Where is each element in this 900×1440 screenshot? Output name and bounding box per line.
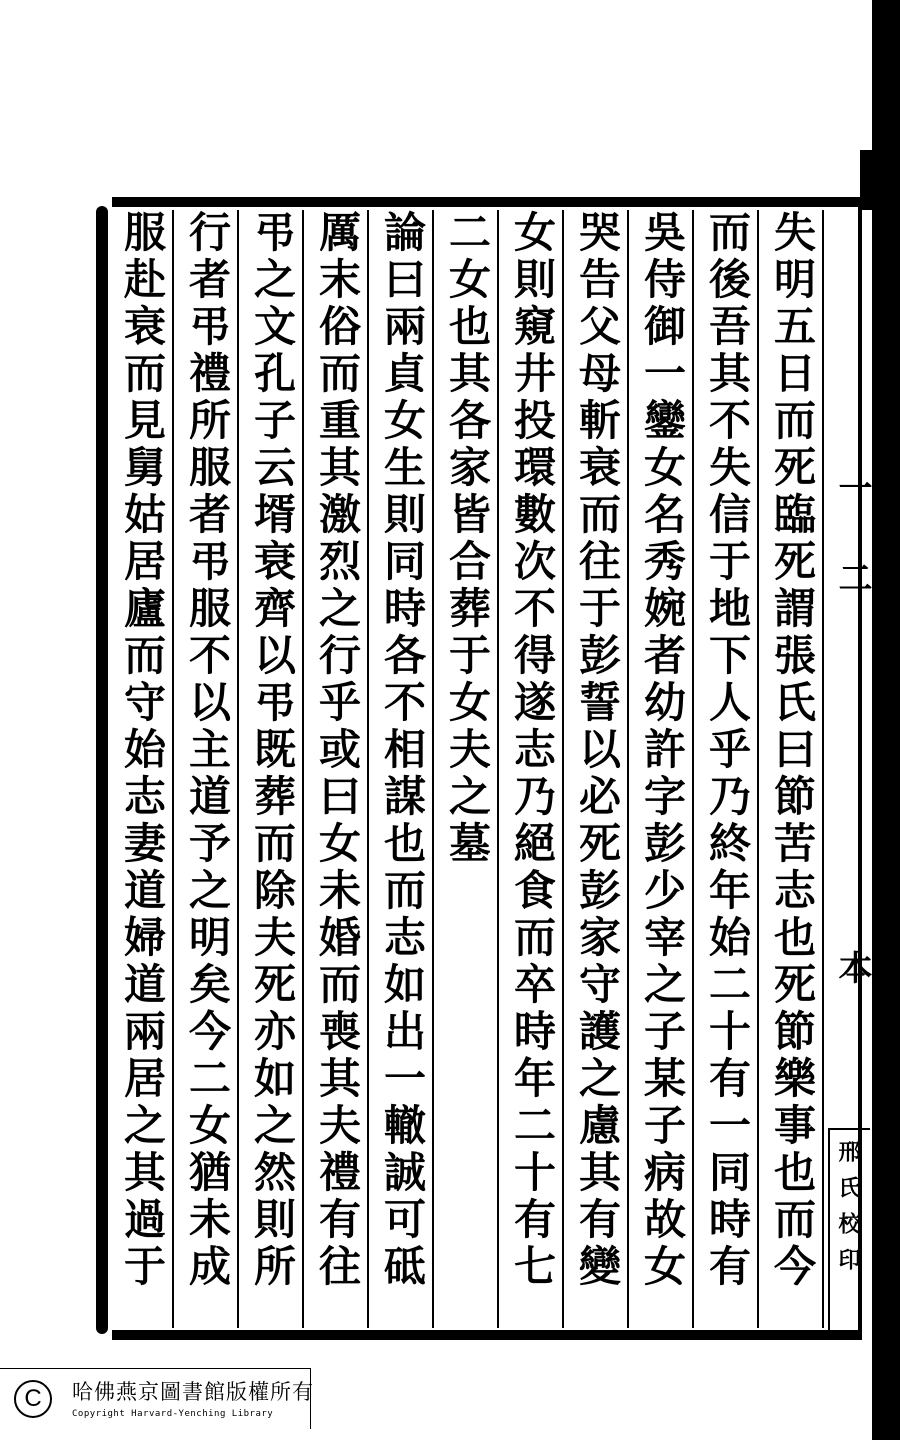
- text-column-9: 弔之文孔子云壻衰齊以弔既葬而除夫死亦如之然則所: [248, 210, 297, 1291]
- text-column-11: 服赴衰而見舅姑居廬而守始志妻道婦道兩居之其過于: [118, 210, 167, 1291]
- text-column-6: 二女也其各家皆合葬于女夫之墓: [443, 210, 492, 868]
- scan-edge-notch: [860, 150, 874, 210]
- copyright-chinese: 哈佛燕京圖書館版權所有: [72, 1380, 314, 1404]
- margin-glyph-top: 一: [832, 470, 872, 504]
- margin-glyph-mid: 二: [832, 560, 872, 594]
- scan-edge-strip: [872, 0, 900, 1440]
- text-column-8: 厲末俗而重其激烈之行乎或曰女未婚而喪其夫禮有往: [313, 210, 362, 1291]
- text-column-10: 行者弔禮所服者弔服不以主道予之明矣今二女猶未成: [183, 210, 232, 1291]
- text-column-7: 論曰兩貞女生則同時各不相謀也而志如出一轍誠可砥: [378, 210, 427, 1291]
- seal-text: 邢氏校印: [835, 1140, 861, 1284]
- frame-left-rule: [96, 206, 108, 1334]
- text-column-5: 女則窺井投環數次不得遂志乃絕食而卒時年二十有七: [508, 210, 557, 1291]
- frame-top-rule: [112, 197, 862, 207]
- text-column-3: 吳侍御一鑾女名秀婉者幼許字彭少宰之子某子病故女: [638, 210, 687, 1291]
- copyright-english: Copyright Harvard-Yenching Library: [72, 1409, 274, 1419]
- text-column-1: 失明五日而死臨死謂張氏曰節苦志也死節樂事也而今: [768, 210, 817, 1291]
- frame-bottom-rule: [112, 1330, 862, 1340]
- text-column-4: 哭告父母斬衰而往于彭誓以必死彭家守護之慮其有變: [573, 210, 622, 1291]
- copyright-icon: C: [14, 1380, 52, 1418]
- margin-glyph-bottom: 本: [832, 950, 872, 984]
- text-column-2: 而後吾其不失信于地下人乎乃終年始二十有一同時有: [703, 210, 752, 1291]
